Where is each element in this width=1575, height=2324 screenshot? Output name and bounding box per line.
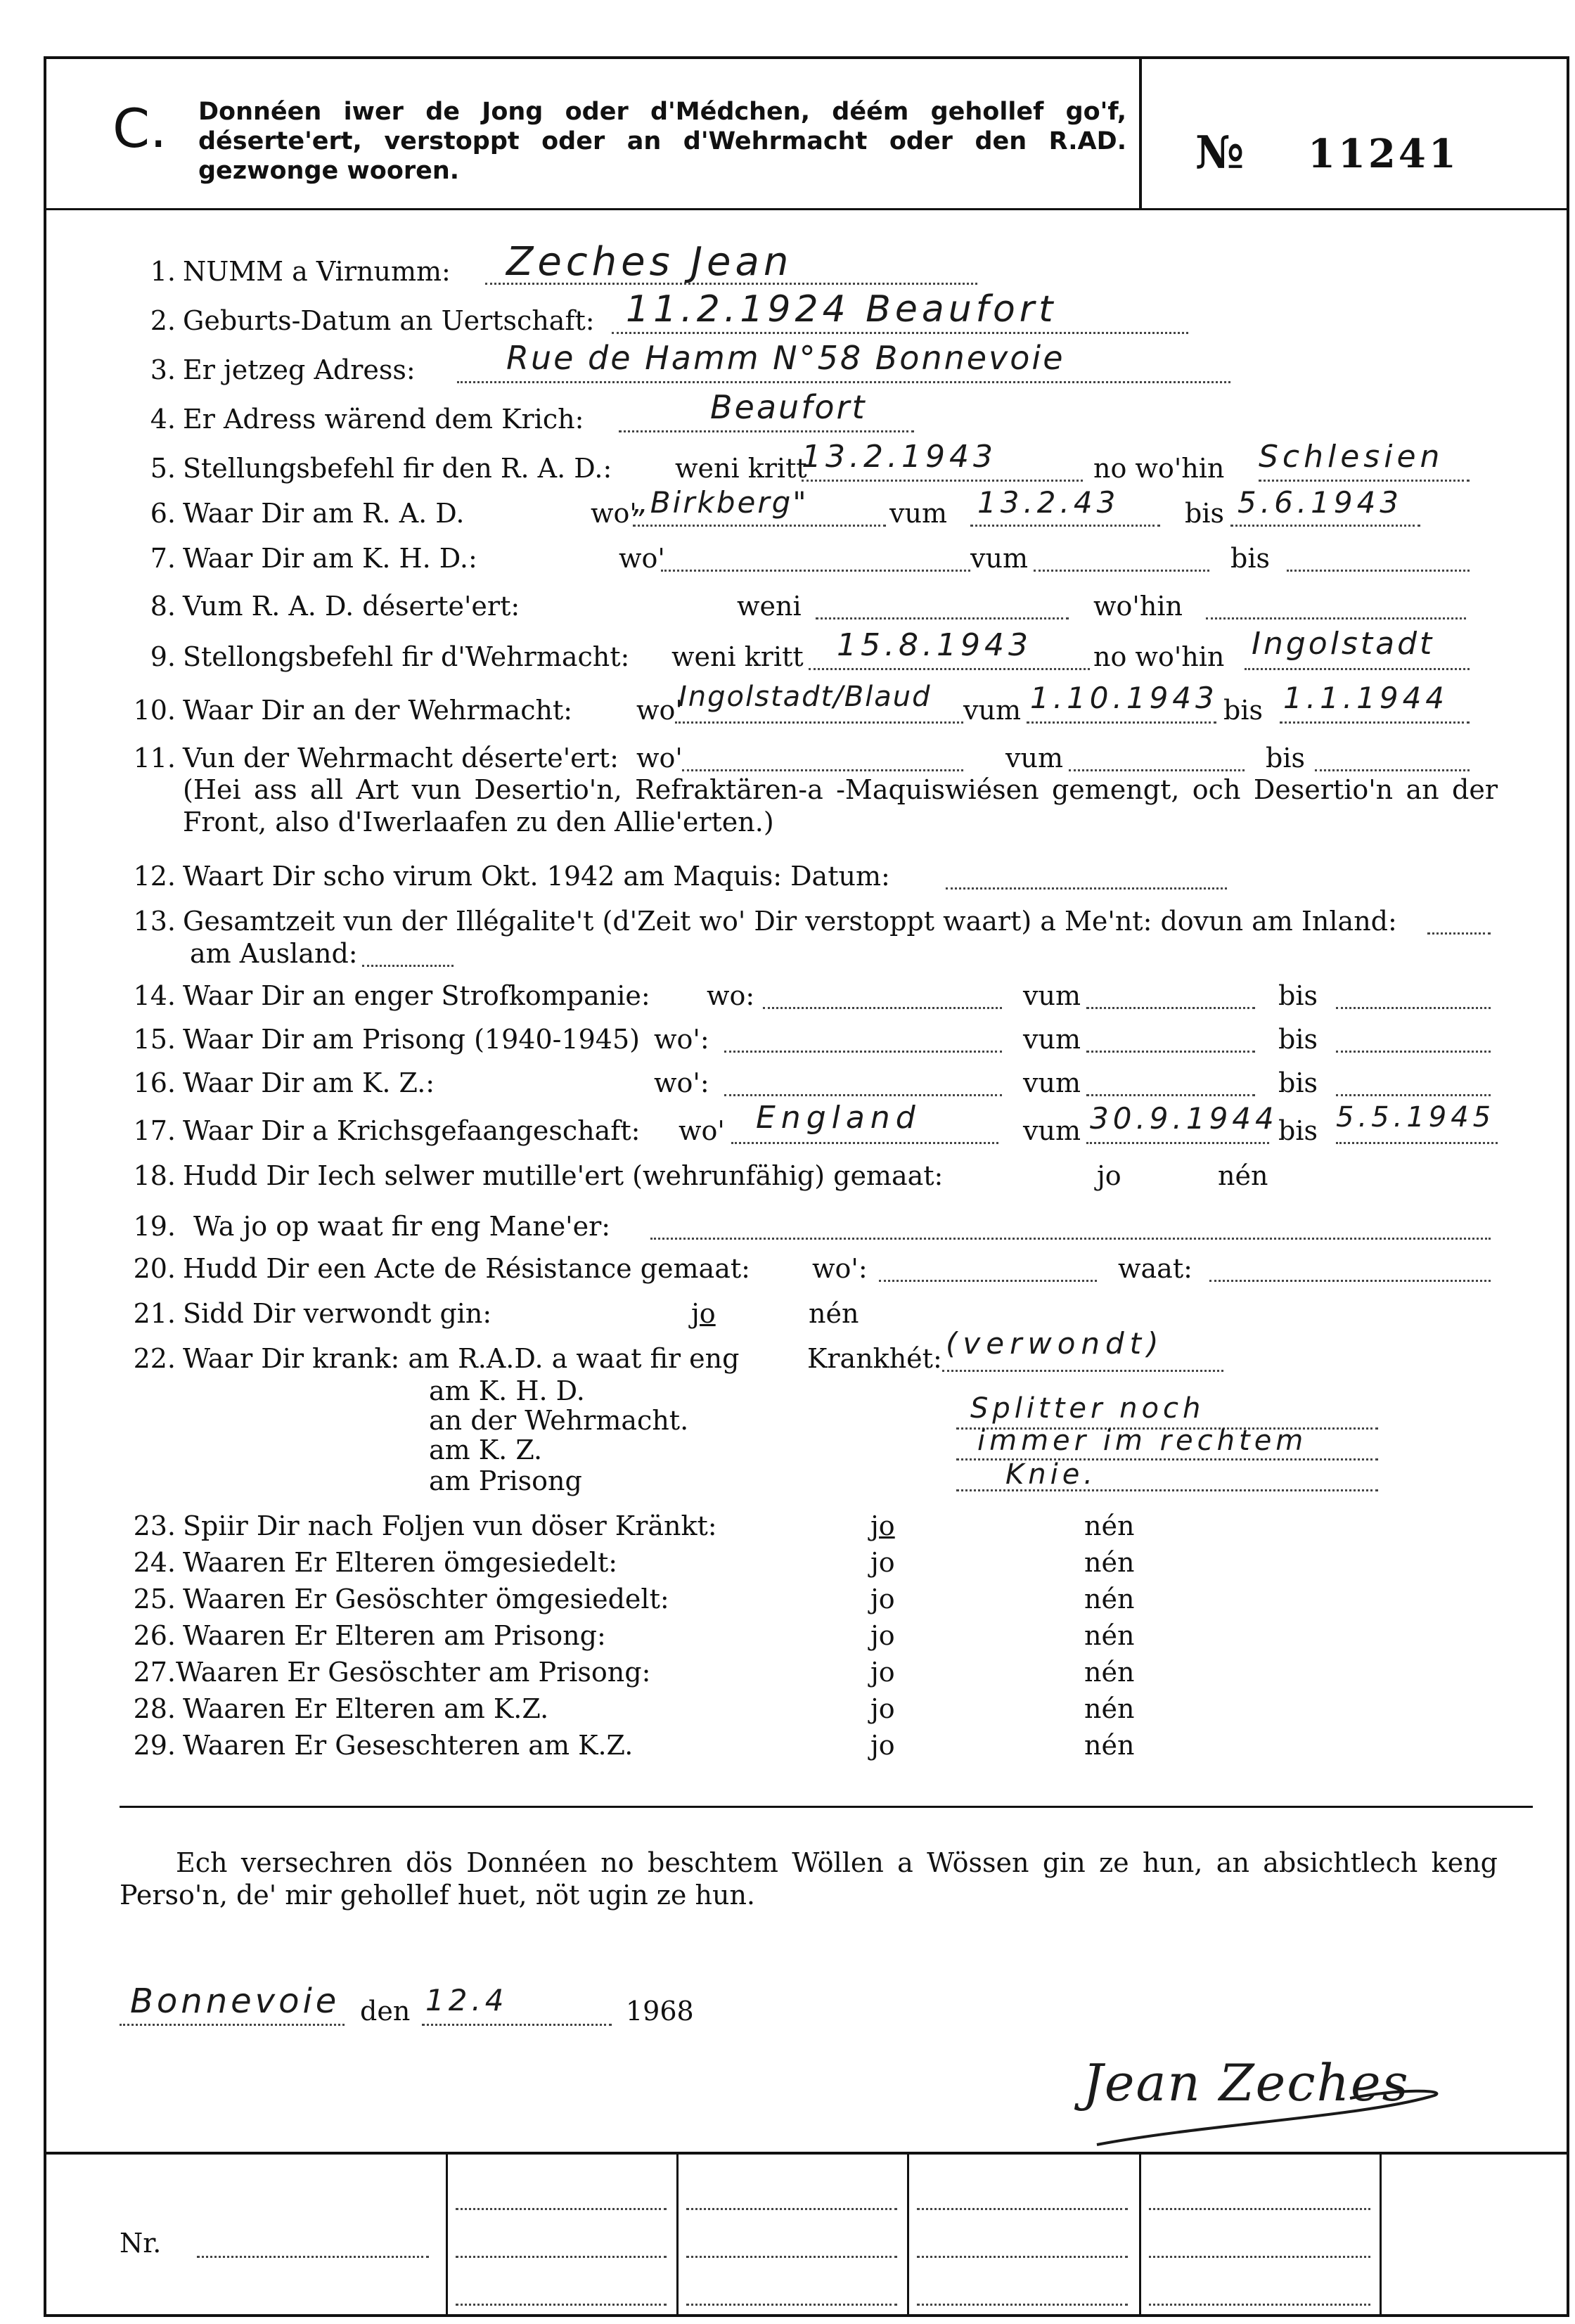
item-label: Waaren Er Gesöschter am Prisong: (176, 1657, 651, 1688)
footer-line (917, 2256, 1128, 2258)
handwritten-answer: 13.2.43 (977, 485, 1120, 520)
den-label: den (360, 1996, 411, 2027)
handwritten-answer: immer im rechtem (977, 1425, 1308, 1457)
answer-line (942, 1370, 1223, 1372)
answer-line (1336, 1094, 1491, 1096)
item-number: 17. (133, 1115, 176, 1146)
item-number: 9. (150, 641, 176, 672)
footer-line (456, 2256, 667, 2258)
wo-label: wo' (679, 1115, 725, 1146)
option-nen: nén (1084, 1547, 1135, 1578)
item-note: (Hei ass all Art vun Desertio'n, Refraktären-a -Maquiswiésen gemengt, och Desertio'n an der Front, also d'Iwerlaafen zu den Allie'erten.) (183, 774, 1498, 837)
vum-label: vum (963, 695, 1021, 726)
item-number: 25. (133, 1584, 176, 1614)
wo-label: wo': (654, 1024, 709, 1055)
answer-line (1336, 1007, 1491, 1009)
weni-label: weni kritt (675, 453, 807, 484)
answer-line (1315, 769, 1470, 771)
item-number: 8. (150, 591, 176, 622)
signature-flourish (1069, 2039, 1462, 2166)
item-label: Spiir Dir nach Foljen vun döser Kränkt: (183, 1510, 717, 1541)
nowohin-label: no wo'hin (1093, 641, 1225, 672)
vum-label: vum (1005, 743, 1063, 773)
answer-line (1280, 721, 1470, 724)
answer-line (675, 721, 963, 724)
item-label: Waaren Er Elteren ömgesiedelt: (183, 1547, 618, 1578)
answer-line (1086, 1007, 1255, 1009)
handwritten-answer: Splitter noch (970, 1392, 1205, 1425)
nr-line (197, 2256, 429, 2258)
item-label: Waaren Er Gesöschter ömgesiedelt: (183, 1584, 669, 1614)
header-rule (44, 208, 1569, 210)
handwritten-answer: 5.5.1945 (1336, 1101, 1496, 1134)
handwritten-answer: Ingolstadt/Blaud (679, 681, 932, 713)
item-number: 4. (150, 404, 176, 435)
item-number: 12. (133, 861, 176, 892)
vum-label: vum (1023, 1115, 1081, 1146)
footer-line (456, 2304, 667, 2306)
item-number: 6. (150, 498, 176, 529)
handwritten-answer: (verwondt) (946, 1326, 1164, 1361)
handwritten-answer: 13.2.1943 (802, 439, 997, 475)
answer-line (946, 887, 1227, 890)
answer-line (724, 1094, 1002, 1096)
wo-label: wo' (636, 695, 683, 726)
option-jo: jo (870, 1730, 895, 1761)
item-number: 27. (133, 1657, 176, 1688)
answer-line (650, 1238, 1491, 1240)
handwritten-date: 12.4 (425, 1983, 508, 2017)
handwritten-answer: 30.9.1944 (1090, 1101, 1278, 1136)
wo-label: wo' (636, 743, 683, 773)
section-letter: C. (112, 97, 167, 160)
vum-label: vum (970, 543, 1028, 574)
footer-divider (907, 2153, 909, 2317)
bis-label: bis (1278, 1024, 1318, 1055)
wo-label: wo: (707, 980, 755, 1011)
item-label: Waar Dir an der Wehrmacht: (183, 695, 573, 726)
item-number: 28. (133, 1693, 176, 1724)
answer-line (724, 1051, 1002, 1053)
item-label: Hudd Dir een Acte de Résistance gemaat: (183, 1253, 750, 1284)
handwritten-answer: England (756, 1100, 921, 1136)
item-number: 11. (133, 743, 176, 773)
option-jo: jo (870, 1584, 895, 1614)
answer-line (763, 1007, 1002, 1009)
item-label: Er Adress wärend dem Krich: (183, 404, 584, 435)
answer-line (879, 1280, 1097, 1282)
answer-line (816, 617, 1069, 619)
place-line (120, 2024, 345, 2026)
item-label: Waaren Er Elteren am K.Z. (183, 1693, 549, 1724)
wohin-label: wo'hin (1093, 591, 1183, 622)
year-label: 1968 (626, 1996, 694, 2027)
footer-rule (44, 2152, 1569, 2155)
handwritten-answer: „Birkberg" (633, 485, 809, 520)
option-jo: jo (870, 1547, 895, 1578)
item-label: Vum R. A. D. déserte'ert: (183, 591, 520, 622)
bis-label: bis (1230, 543, 1270, 574)
handwritten-answer: Beaufort (710, 388, 867, 426)
item-label: Er jetzeg Adress: (183, 354, 416, 385)
footer-line (686, 2256, 897, 2258)
answer-line (1245, 668, 1470, 670)
item-label: Waar Dir am R. A. D. (183, 498, 465, 529)
form-title: Donnéen iwer de Jong oder d'Médchen, déém gehollef go'f, déserte'ert, verstoppt oder an d'Wehrmacht oder den R.AD. gezwonge wooren. (198, 98, 1126, 185)
item-number: 22. (133, 1343, 176, 1374)
handwritten-answer: Rue de Hamm N°58 Bonnevoie (506, 339, 1065, 377)
answer-line (612, 332, 1188, 334)
handwritten-answer: 1.1.1944 (1283, 681, 1449, 715)
item-number: 1. (150, 256, 176, 287)
handwritten-answer: 11.2.1924 Beaufort (626, 288, 1058, 330)
answer-line (1336, 1142, 1498, 1144)
sub-label: am K. Z. (429, 1434, 543, 1465)
item-number: 29. (133, 1730, 176, 1761)
item-label: Waaren Er Geseschteren am K.Z. (183, 1730, 634, 1761)
nowohin-label: no wo'hin (1093, 453, 1225, 484)
footer-line (917, 2208, 1128, 2210)
sub-label: am K. H. D. (429, 1375, 585, 1406)
answer-line (682, 769, 963, 771)
vum-label: vum (889, 498, 947, 529)
wo-label: wo' (591, 498, 637, 529)
answer-line (1259, 480, 1470, 482)
handwritten-answer: Ingolstadt (1252, 626, 1435, 662)
footer-line (1149, 2304, 1370, 2306)
vum-label: vum (1023, 1067, 1081, 1098)
item-label: Stellongsbefehl fir d'Wehrmacht: (183, 641, 630, 672)
answer-line (1027, 721, 1216, 724)
item-number: 15. (133, 1024, 176, 1055)
bis-label: bis (1223, 695, 1263, 726)
answer-line (1336, 1051, 1491, 1053)
item-number: 23. (133, 1510, 176, 1541)
item-label: Gesamtzeit vun der Illégalite't (d'Zeit wo' Dir verstoppt waart) a Me'nt: dovun am Inland: (183, 906, 1397, 937)
option-nen: nén (1084, 1730, 1135, 1761)
form-number: 11241 (1308, 131, 1459, 177)
item-label: Stellungsbefehl fir den R. A. D.: (183, 453, 612, 484)
item-label: Vun der Wehrmacht déserte'ert: (183, 743, 619, 773)
item-label: Hudd Dir Iech selwer mutille'ert (wehrunfähig) gemaat: (183, 1160, 944, 1191)
item-number: 7. (150, 543, 176, 574)
item-number: 19. (133, 1211, 176, 1242)
signature: Jean Zeches (1083, 2053, 1410, 2112)
item-label: Sidd Dir verwondt gin: (183, 1298, 492, 1329)
item-label: Waaren Er Elteren am Prisong: (183, 1620, 606, 1651)
answer-line (619, 430, 914, 432)
item-label: Wa jo op waat fir eng Mane'er: (193, 1211, 611, 1242)
item-label: Waar Dir an enger Strofkompanie: (183, 980, 650, 1011)
footer-divider (1139, 2153, 1141, 2317)
answer-line (1287, 570, 1470, 572)
handwritten-answer: Zeches Jean (506, 239, 793, 285)
item-number: 24. (133, 1547, 176, 1578)
answer-line (731, 1142, 998, 1144)
handwritten-place: Bonnevoie (130, 1982, 340, 2021)
item-label: Waar Dir am K. Z.: (183, 1067, 435, 1098)
footer-line (686, 2208, 897, 2210)
item-number: 16. (133, 1067, 176, 1098)
answer-line (802, 480, 1083, 482)
footer-line (1149, 2256, 1370, 2258)
header-divider (1139, 58, 1142, 210)
item-label-2: am Ausland: (190, 938, 358, 969)
footer-divider (446, 2153, 448, 2317)
answer-line (1086, 1051, 1255, 1053)
item-number: 2. (150, 305, 176, 336)
wo-label: wo' (619, 543, 665, 574)
bis-label: bis (1278, 1115, 1318, 1146)
option-nen: nén (1084, 1584, 1135, 1614)
wo-label: wo': (812, 1253, 868, 1284)
option-jo: jo (870, 1620, 895, 1651)
handwritten-answer: Schlesien (1259, 439, 1444, 475)
handwritten-answer: Knie. (1005, 1458, 1098, 1491)
weni-label: weni (737, 591, 802, 622)
option-nen: nén (1084, 1510, 1135, 1541)
item-number: 14. (133, 980, 176, 1011)
item-number: 10. (133, 695, 176, 726)
footer-line (917, 2304, 1128, 2306)
item-label: Waar Dir krank: am R.A.D. a waat fir eng (183, 1343, 740, 1374)
item-label: NUMM a Virnumm: (183, 256, 451, 287)
item-number: 18. (133, 1160, 176, 1191)
answer-line (1086, 1094, 1255, 1096)
answer-line (457, 381, 1230, 383)
answer-line (633, 525, 886, 527)
number-sign: № (1195, 127, 1245, 179)
answer-line (1206, 617, 1466, 619)
item-number: 13. (133, 906, 176, 937)
waat-label: waat: (1118, 1253, 1192, 1284)
declaration-text: Ech versechren dös Donnéen no beschtem Wöllen a Wössen gin ze hun, an absichtlech keng Perso'n, de' mir gehollef huet, nöt ugin ze hun. (120, 1847, 1498, 1911)
answer-line (970, 525, 1160, 527)
date-line (422, 2024, 612, 2026)
option-nen: nén (809, 1298, 859, 1329)
krank-label: Krankhét: (807, 1343, 942, 1374)
bis-label: bis (1185, 498, 1224, 529)
item-number: 20. (133, 1253, 176, 1284)
item-label: Geburts-Datum an Uertschaft: (183, 305, 595, 336)
nr-label: Nr. (120, 2228, 162, 2259)
sub-label: an der Wehrmacht. (429, 1405, 689, 1436)
answer-line (661, 570, 970, 572)
item-label: Waar Dir am K. H. D.: (183, 543, 477, 574)
option-nen: nén (1084, 1657, 1135, 1688)
option-jo: jo (870, 1657, 895, 1688)
option-jo-selected: jo (870, 1510, 895, 1541)
option-jo: jo (1097, 1160, 1121, 1191)
bis-label: bis (1278, 1067, 1318, 1098)
answer-line (1230, 525, 1420, 527)
wo-label: wo': (654, 1067, 709, 1098)
answer-line (1034, 570, 1209, 572)
answer-line (1427, 932, 1491, 935)
option-nen: nén (1084, 1620, 1135, 1651)
footer-line (456, 2208, 667, 2210)
weni-label: weni kritt (671, 641, 804, 672)
handwritten-answer: 15.8.1943 (837, 627, 1032, 663)
item-number: 21. (133, 1298, 176, 1329)
option-nen: nén (1218, 1160, 1268, 1191)
answer-line (1209, 1280, 1491, 1282)
vum-label: vum (1023, 1024, 1081, 1055)
item-label: Waart Dir scho virum Okt. 1942 am Maquis: Datum: (183, 861, 890, 892)
answer-line (1086, 1142, 1269, 1144)
item-number: 5. (150, 453, 176, 484)
sub-label: am Prisong (429, 1465, 582, 1496)
section-separator (120, 1806, 1533, 1808)
option-jo-selected: jo (691, 1298, 716, 1329)
answer-line (809, 668, 1090, 670)
item-label: Waar Dir a Krichsgefaangeschaft: (183, 1115, 641, 1146)
handwritten-answer: 5.6.1943 (1238, 485, 1403, 520)
item-number: 26. (133, 1620, 176, 1651)
answer-line (1069, 769, 1245, 771)
answer-line (362, 965, 454, 967)
footer-divider (676, 2153, 679, 2317)
item-number: 3. (150, 354, 176, 385)
footer-line (686, 2304, 897, 2306)
vum-label: vum (1023, 980, 1081, 1011)
bis-label: bis (1266, 743, 1305, 773)
option-jo: jo (870, 1693, 895, 1724)
handwritten-answer: 1.10.1943 (1030, 681, 1219, 715)
footer-divider (1380, 2153, 1382, 2317)
item-label: Waar Dir am Prisong (1940-1945) (183, 1024, 640, 1055)
option-nen: nén (1084, 1693, 1135, 1724)
bis-label: bis (1278, 980, 1318, 1011)
footer-line (1149, 2208, 1370, 2210)
